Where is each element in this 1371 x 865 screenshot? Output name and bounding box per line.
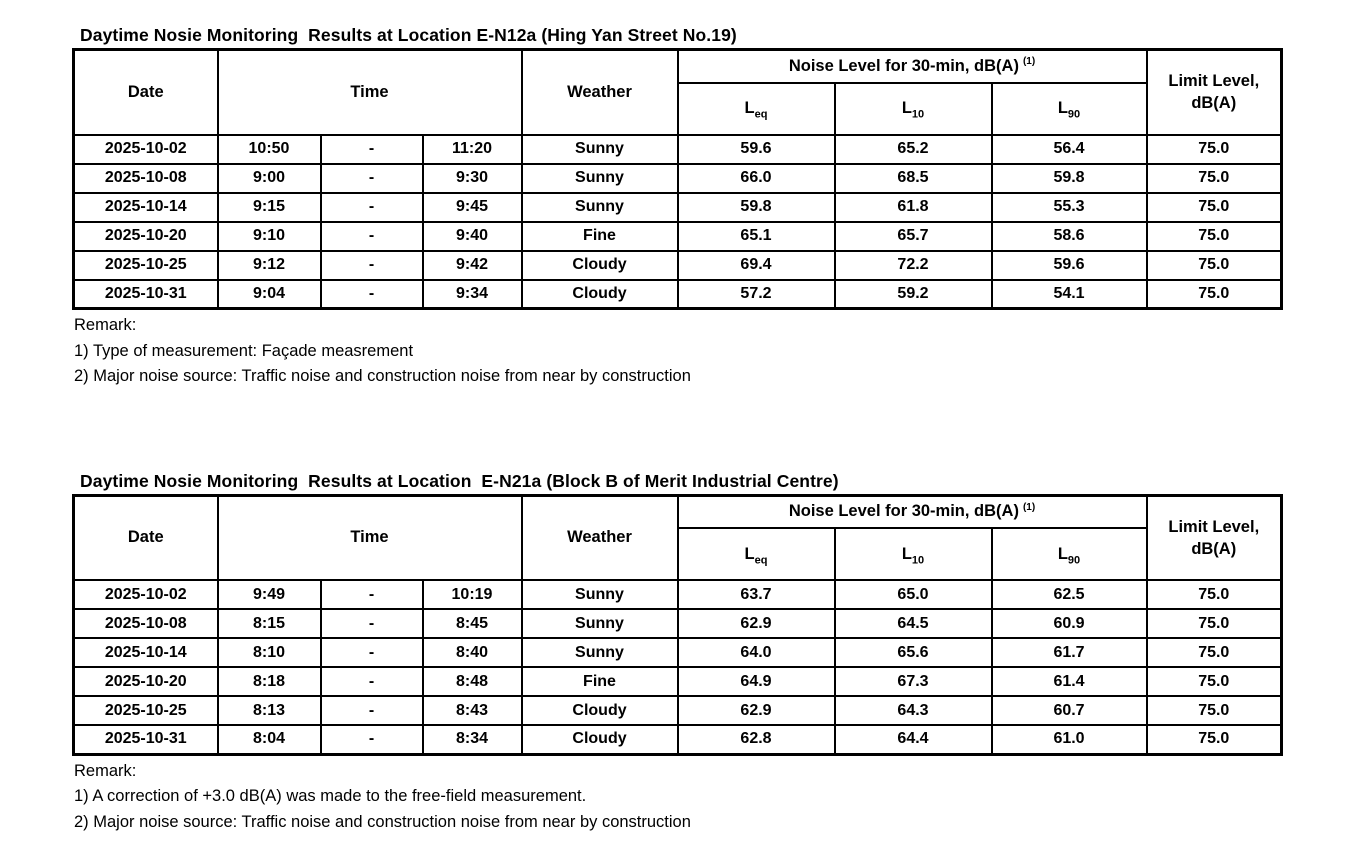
date-cell: 2025-10-20 bbox=[74, 222, 218, 251]
date-cell: 2025-10-02 bbox=[74, 135, 218, 164]
weather-header: Weather bbox=[522, 50, 678, 135]
noise-group-label: Noise Level for 30-min, dB(A) bbox=[788, 502, 1019, 521]
date-cell: 2025-10-08 bbox=[74, 164, 218, 193]
table-row bbox=[74, 638, 1282, 667]
l90-cell: 56.4 bbox=[992, 135, 1147, 164]
time-dash-cell: - bbox=[321, 135, 423, 164]
time-end-cell: 8:34 bbox=[423, 725, 522, 754]
monitoring-section-en12a bbox=[72, 24, 1371, 390]
time-start-cell: 9:04 bbox=[218, 280, 321, 309]
time-dash-cell: - bbox=[321, 164, 423, 193]
time-dash-cell: - bbox=[321, 638, 423, 667]
noise-monitoring-table bbox=[72, 48, 1283, 310]
time-start-cell: 8:10 bbox=[218, 638, 321, 667]
leq-cell: 65.1 bbox=[678, 222, 835, 251]
noise-group-footnote-marker: (1) bbox=[1022, 56, 1036, 68]
date-cell: 2025-10-14 bbox=[74, 193, 218, 222]
l90-cell: 61.7 bbox=[992, 638, 1147, 667]
limit-cell: 75.0 bbox=[1147, 193, 1282, 222]
weather-cell: Fine bbox=[522, 667, 678, 696]
l90-cell: 61.4 bbox=[992, 667, 1147, 696]
table-row bbox=[74, 609, 1282, 638]
time-start-cell: 9:10 bbox=[218, 222, 321, 251]
time-start-cell: 10:50 bbox=[218, 135, 321, 164]
l90-cell: 61.0 bbox=[992, 725, 1147, 754]
time-start-cell: 9:15 bbox=[218, 193, 321, 222]
time-end-cell: 9:45 bbox=[423, 193, 522, 222]
leq-subscript: eq bbox=[754, 553, 768, 566]
l90-cell: 58.6 bbox=[992, 222, 1147, 251]
remark-line-1: 1) A correction of +3.0 dB(A) was made to the free-field measurement. bbox=[74, 787, 587, 805]
limit-header-line-2: dB(A) bbox=[1191, 539, 1237, 558]
time-dash-cell: - bbox=[321, 609, 423, 638]
time-start-cell: 8:13 bbox=[218, 696, 321, 725]
time-start-cell: 9:49 bbox=[218, 580, 321, 609]
leq-cell: 62.9 bbox=[678, 696, 835, 725]
l90-symbol: L bbox=[1057, 99, 1068, 117]
l10-cell: 72.2 bbox=[835, 251, 992, 280]
limit-cell: 75.0 bbox=[1147, 580, 1282, 609]
date-cell: 2025-10-14 bbox=[74, 638, 218, 667]
l10-cell: 64.3 bbox=[835, 696, 992, 725]
limit-cell: 75.0 bbox=[1147, 164, 1282, 193]
date-header: Date bbox=[74, 50, 218, 135]
leq-cell: 63.7 bbox=[678, 580, 835, 609]
date-cell: 2025-10-31 bbox=[74, 725, 218, 754]
table-title: Daytime Nosie Monitoring Results at Location E-N12a (Hing Yan Street No.19) bbox=[80, 25, 737, 45]
table-row bbox=[74, 696, 1282, 725]
limit-level-header bbox=[1147, 495, 1282, 580]
l90-header bbox=[992, 528, 1147, 580]
l90-cell: 60.7 bbox=[992, 696, 1147, 725]
l90-cell: 59.8 bbox=[992, 164, 1147, 193]
l90-symbol: L bbox=[1057, 544, 1068, 563]
remark-line-2: 2) Major noise source: Traffic noise and construction noise from near by construction bbox=[74, 812, 691, 831]
remark-block bbox=[74, 759, 1371, 836]
time-end-cell: 9:40 bbox=[423, 222, 522, 251]
time-header: Time bbox=[218, 495, 522, 580]
limit-level-header bbox=[1147, 50, 1282, 135]
date-cell: 2025-10-08 bbox=[74, 609, 218, 638]
l90-cell: 62.5 bbox=[992, 580, 1147, 609]
remark-line-1: 1) Type of measurement: Façade measrement bbox=[74, 341, 414, 360]
leq-cell: 69.4 bbox=[678, 251, 835, 280]
time-dash-cell: - bbox=[321, 280, 423, 309]
time-end-cell: 8:45 bbox=[423, 609, 522, 638]
weather-cell: Sunny bbox=[522, 135, 678, 164]
limit-header-line-1: Limit Level, bbox=[1168, 72, 1260, 91]
weather-cell: Fine bbox=[522, 222, 678, 251]
l90-cell: 54.1 bbox=[992, 280, 1147, 309]
limit-cell: 75.0 bbox=[1147, 280, 1282, 309]
limit-cell: 75.0 bbox=[1147, 667, 1282, 696]
weather-cell: Cloudy bbox=[522, 280, 678, 309]
table-row bbox=[74, 280, 1282, 309]
table-row bbox=[74, 135, 1282, 164]
time-dash-cell: - bbox=[321, 667, 423, 696]
table-row bbox=[74, 251, 1282, 280]
weather-cell: Sunny bbox=[522, 164, 678, 193]
time-end-cell: 9:30 bbox=[423, 164, 522, 193]
leq-symbol: L bbox=[744, 544, 755, 563]
time-start-cell: 8:04 bbox=[218, 725, 321, 754]
time-end-cell: 8:48 bbox=[423, 667, 522, 696]
table-row bbox=[74, 164, 1282, 193]
time-start-cell: 9:00 bbox=[218, 164, 321, 193]
l10-symbol: L bbox=[901, 99, 912, 117]
weather-cell: Cloudy bbox=[522, 696, 678, 725]
weather-cell: Sunny bbox=[522, 609, 678, 638]
limit-cell: 75.0 bbox=[1147, 609, 1282, 638]
time-dash-cell: - bbox=[321, 696, 423, 725]
l10-cell: 59.2 bbox=[835, 280, 992, 309]
time-dash-cell: - bbox=[321, 580, 423, 609]
leq-cell: 59.8 bbox=[678, 193, 835, 222]
weather-cell: Sunny bbox=[522, 193, 678, 222]
time-dash-cell: - bbox=[321, 193, 423, 222]
l10-cell: 64.4 bbox=[835, 725, 992, 754]
table-row bbox=[74, 222, 1282, 251]
date-cell: 2025-10-20 bbox=[74, 667, 218, 696]
time-dash-cell: - bbox=[321, 222, 423, 251]
leq-header bbox=[678, 83, 835, 135]
l90-cell: 60.9 bbox=[992, 609, 1147, 638]
table-body bbox=[74, 135, 1282, 309]
time-end-cell: 8:40 bbox=[423, 638, 522, 667]
table-row bbox=[74, 580, 1282, 609]
leq-cell: 62.8 bbox=[678, 725, 835, 754]
date-cell: 2025-10-25 bbox=[74, 251, 218, 280]
limit-cell: 75.0 bbox=[1147, 222, 1282, 251]
time-dash-cell: - bbox=[321, 725, 423, 754]
l10-subscript: 10 bbox=[911, 108, 925, 121]
limit-cell: 75.0 bbox=[1147, 251, 1282, 280]
l10-symbol: L bbox=[901, 544, 912, 563]
l90-subscript: 90 bbox=[1067, 553, 1081, 566]
l90-subscript: 90 bbox=[1067, 108, 1081, 121]
time-start-cell: 8:18 bbox=[218, 667, 321, 696]
date-cell: 2025-10-31 bbox=[74, 280, 218, 309]
table-row bbox=[74, 667, 1282, 696]
date-cell: 2025-10-02 bbox=[74, 580, 218, 609]
l10-cell: 65.6 bbox=[835, 638, 992, 667]
time-end-cell: 9:34 bbox=[423, 280, 522, 309]
time-start-cell: 9:12 bbox=[218, 251, 321, 280]
l10-cell: 65.2 bbox=[835, 135, 992, 164]
remark-label: Remark: bbox=[74, 761, 137, 780]
weather-cell: Sunny bbox=[522, 638, 678, 667]
limit-cell: 75.0 bbox=[1147, 135, 1282, 164]
time-end-cell: 8:43 bbox=[423, 696, 522, 725]
limit-header-line-1: Limit Level, bbox=[1168, 517, 1260, 536]
weather-header: Weather bbox=[522, 495, 678, 580]
l90-header bbox=[992, 83, 1147, 135]
limit-cell: 75.0 bbox=[1147, 638, 1282, 667]
table-row bbox=[74, 725, 1282, 754]
l10-subscript: 10 bbox=[911, 553, 925, 566]
l10-header bbox=[835, 83, 992, 135]
table-title: Daytime Nosie Monitoring Results at Location E-N21a (Block B of Merit Industrial Centre) bbox=[80, 470, 839, 491]
leq-cell: 62.9 bbox=[678, 609, 835, 638]
time-end-cell: 11:20 bbox=[423, 135, 522, 164]
table-row bbox=[74, 193, 1282, 222]
l10-cell: 67.3 bbox=[835, 667, 992, 696]
noise-group-footnote-marker: (1) bbox=[1022, 501, 1036, 513]
time-end-cell: 9:42 bbox=[423, 251, 522, 280]
leq-cell: 66.0 bbox=[678, 164, 835, 193]
leq-cell: 64.0 bbox=[678, 638, 835, 667]
l10-cell: 65.0 bbox=[835, 580, 992, 609]
weather-cell: Cloudy bbox=[522, 251, 678, 280]
l10-cell: 61.8 bbox=[835, 193, 992, 222]
limit-cell: 75.0 bbox=[1147, 725, 1282, 754]
remark-label: Remark: bbox=[74, 316, 137, 334]
leq-symbol: L bbox=[744, 99, 755, 117]
table-body bbox=[74, 580, 1282, 754]
date-cell: 2025-10-25 bbox=[74, 696, 218, 725]
l10-header bbox=[835, 528, 992, 580]
noise-level-group-header bbox=[678, 50, 1147, 83]
monitoring-section-en21a bbox=[72, 470, 1371, 836]
limit-header-line-2: dB(A) bbox=[1191, 94, 1237, 113]
weather-cell: Sunny bbox=[522, 580, 678, 609]
time-start-cell: 8:15 bbox=[218, 609, 321, 638]
leq-cell: 64.9 bbox=[678, 667, 835, 696]
weather-cell: Cloudy bbox=[522, 725, 678, 754]
l10-cell: 68.5 bbox=[835, 164, 992, 193]
leq-cell: 57.2 bbox=[678, 280, 835, 309]
l10-cell: 65.7 bbox=[835, 222, 992, 251]
noise-level-group-header bbox=[678, 495, 1147, 528]
leq-cell: 59.6 bbox=[678, 135, 835, 164]
l90-cell: 55.3 bbox=[992, 193, 1147, 222]
remark-block bbox=[74, 313, 1371, 390]
l90-cell: 59.6 bbox=[992, 251, 1147, 280]
l10-cell: 64.5 bbox=[835, 609, 992, 638]
leq-subscript: eq bbox=[754, 108, 768, 121]
time-dash-cell: - bbox=[321, 251, 423, 280]
leq-header bbox=[678, 528, 835, 580]
limit-cell: 75.0 bbox=[1147, 696, 1282, 725]
noise-monitoring-table bbox=[72, 494, 1283, 756]
date-header: Date bbox=[74, 495, 218, 580]
noise-group-label: Noise Level for 30-min, dB(A) bbox=[788, 56, 1019, 75]
time-header: Time bbox=[218, 50, 522, 135]
time-end-cell: 10:19 bbox=[423, 580, 522, 609]
remark-line-2: 2) Major noise source: Traffic noise and construction noise from near by construction bbox=[74, 367, 691, 385]
